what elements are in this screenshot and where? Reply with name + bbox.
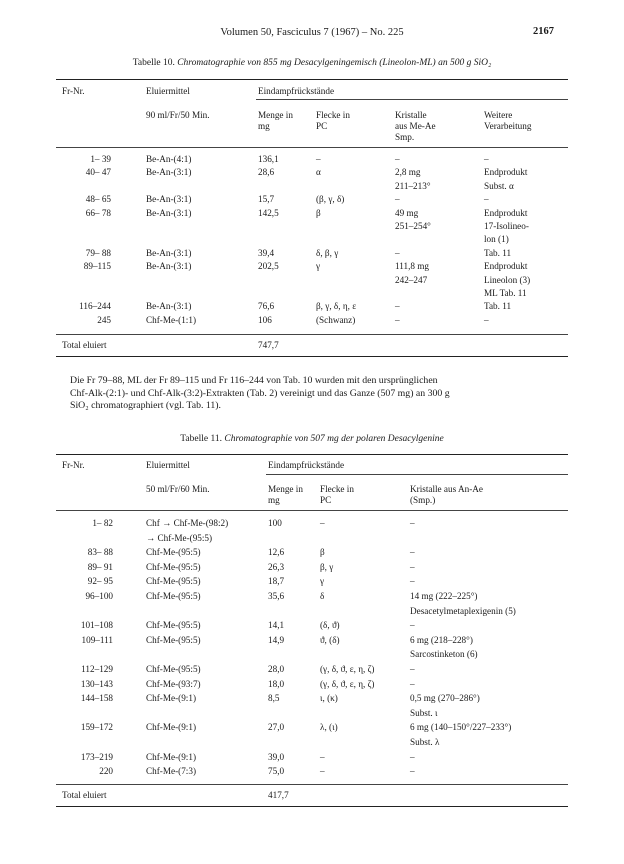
table11-cell-fr: 112–129 xyxy=(81,664,113,674)
table10-cell-weitere: 17-Isolineo- xyxy=(484,221,529,231)
table10-cell-kristalle: – xyxy=(395,247,400,258)
table10-cell-fr: 116–244 xyxy=(79,301,111,312)
table10-cell-fr: 89–115 xyxy=(83,261,111,272)
table11-cell-kristalle: – xyxy=(410,620,415,631)
table11-cell-fr: 130–143 xyxy=(80,678,113,689)
table11-header-kristalle: Kristalle aus An-Ae xyxy=(410,484,483,494)
table10-header-kristalle: Kristalle xyxy=(395,110,427,120)
table10-header-eluent: Eluiermittel xyxy=(146,86,190,96)
body-paragraph-line: Chf-Alk-(2:1)- und Chf-Alk-(3:2)-Extrakten (Tab. 2) vereinigt und das Ganze (507 mg) an 300 g xyxy=(70,387,450,399)
table11-cell-fr: 109–111 xyxy=(81,634,113,645)
table11-cell-fr: 92– 95 xyxy=(87,576,113,587)
table10-cell-weitere: lon (1) xyxy=(484,234,509,245)
table10-header-fr: Fr-Nr. xyxy=(62,86,85,96)
table10-total-rule xyxy=(56,334,568,335)
table11-cell-fr: 1– 82 xyxy=(92,518,113,528)
table10-cell-flecke: (β, γ, δ) xyxy=(316,194,345,205)
table10-cell-weitere: Endprodukt xyxy=(484,261,528,272)
table10-header-kristalle-solvent: aus Me-Ae xyxy=(395,121,436,131)
table11-cell-fr: 83– 88 xyxy=(87,547,113,558)
table10-cell-weitere: Tab. 11 xyxy=(484,247,512,258)
table10-cell-flecke: β, γ, δ, η, ε xyxy=(316,301,357,312)
table10-header-verarbeitung: Verarbeitung xyxy=(484,121,532,131)
table11-cell-menge: 18,0 xyxy=(268,678,285,689)
table10-cell-flecke: β xyxy=(316,207,321,218)
table10-cell-weitere: Subst. α xyxy=(484,180,514,191)
table10-cell-kristalle: 111,8 mg xyxy=(395,261,430,272)
table11-cell-flecke: – xyxy=(320,751,325,762)
table10-cell-kristalle: – xyxy=(395,154,400,164)
table11-cell-fr: 220 xyxy=(99,766,113,777)
table10-cell-kristalle: 49 mg xyxy=(395,207,419,218)
table11-cell-menge: 12,6 xyxy=(268,547,285,558)
table11-cell-fr: 96–100 xyxy=(85,591,113,601)
table10-total-label: Total eluiert xyxy=(62,340,107,350)
table11-cell-menge: 100 xyxy=(268,518,282,528)
table10-cell-fr: 40– 47 xyxy=(85,167,111,178)
table11-cell-kristalle: – xyxy=(410,576,415,587)
table11-total-value: 417,7 xyxy=(268,790,289,800)
table11-cell-kristalle: 14 mg (222–225°) xyxy=(410,591,478,601)
table10-subheader-rule xyxy=(256,99,568,100)
body-paragraph-line: Die Fr 79–88, ML der Fr 89–115 und Fr 116–244 von Tab. 10 wurden mit den ursprünglichen xyxy=(70,375,438,386)
table11-cell-menge: 75,0 xyxy=(268,766,285,777)
table10-cell-kristalle: – xyxy=(395,301,400,312)
body-paragraph-line: SiO₂ chromatographiert (vgl. Tab. 11). xyxy=(70,400,222,411)
table11-cell-menge: 14,1 xyxy=(268,620,285,631)
table11-cell-flecke: β, γ xyxy=(320,561,334,572)
table11-header-menge: Menge in xyxy=(268,484,303,494)
table10-cell-kristalle: 211–213° xyxy=(395,180,431,191)
table10-cell-fr: 1– 39 xyxy=(90,154,111,164)
table10-cell-weitere: Endprodukt xyxy=(484,167,528,178)
table11-cell-eluent: Chf-Me-(95:5) xyxy=(146,664,201,674)
table11-cell-fr: 89– 91 xyxy=(87,561,113,572)
table10-cell-eluent: Be-An-(3:1) xyxy=(146,194,192,205)
table11-cell-flecke: – xyxy=(320,766,325,777)
table11-cell-kristalle: 6 mg (140–150°/227–233°) xyxy=(410,722,512,733)
table11-cell-menge: 39,0 xyxy=(268,751,285,762)
table11-cell-menge: 28,0 xyxy=(268,664,285,674)
table11-cell-kristalle: 0,5 mg (270–286°) xyxy=(410,693,480,704)
table11-header-eluent: Eluiermittel xyxy=(146,460,190,470)
table10-cell-weitere: – xyxy=(484,194,489,205)
table11-cell-menge: 18,7 xyxy=(268,576,285,587)
table11-cell-fr: 144–158 xyxy=(80,693,113,704)
table10-cell-flecke: α xyxy=(316,167,321,178)
table11-cell-eluent: Chf → Chf-Me-(98:2) xyxy=(146,518,229,528)
table11-cell-menge: 27,0 xyxy=(268,722,285,733)
table10-cell-fr: 48– 65 xyxy=(85,194,111,205)
table10-caption xyxy=(60,58,564,68)
table11-cell-fr: 173–219 xyxy=(80,751,113,762)
table10-cell-menge: 142,5 xyxy=(258,207,279,218)
table10-bottom-rule xyxy=(56,356,568,357)
table11-caption xyxy=(60,434,564,444)
table10-cell-weitere: – xyxy=(484,314,489,325)
table10-header-rule xyxy=(56,147,568,148)
table10-cell-menge: 15,7 xyxy=(258,194,275,205)
table11-header-rule xyxy=(56,510,568,511)
table11-cell-kristalle: – xyxy=(410,518,415,528)
table11-cell-fr: 159–172 xyxy=(80,722,113,733)
table11-cell-kristalle: – xyxy=(410,678,415,689)
page-number: 2167 xyxy=(533,26,554,37)
table11-cell-eluent: Chf-Me-(95:5) xyxy=(146,561,201,572)
table11-subheader-rule xyxy=(266,474,568,475)
table10-cell-eluent: Chf-Me-(1:1) xyxy=(146,314,197,325)
table10-cell-eluent: Be-An-(3:1) xyxy=(146,301,192,312)
table10-cell-menge: 76,6 xyxy=(258,301,275,312)
table10-cell-eluent: Be-An-(3:1) xyxy=(146,207,192,218)
table11-cell-kristalle: Sarcostinketon (6) xyxy=(410,649,478,660)
table10-cell-fr: 66– 78 xyxy=(85,207,111,218)
table10-cell-menge: 106 xyxy=(258,314,272,325)
table10-cell-menge: 39,4 xyxy=(258,247,275,258)
table11-cell-eluent: Chf-Me-(9:1) xyxy=(146,722,197,733)
table10-cell-flecke: γ xyxy=(316,261,321,272)
table11-cell-flecke: – xyxy=(320,518,325,528)
table11-cell-flecke: (γ, δ, ϑ, ε, η, ζ) xyxy=(320,678,375,689)
table11-cell-menge: 14,9 xyxy=(268,634,285,645)
table10-caption-prefix: Tabelle 10. xyxy=(132,58,175,68)
table10-cell-kristalle: 251–254° xyxy=(395,221,431,231)
body-paragraph xyxy=(70,375,554,413)
table10-cell-menge: 28,6 xyxy=(258,167,275,178)
table11-cell-flecke: ϑ, (δ) xyxy=(320,634,340,645)
table11-header-flecke: Flecke in xyxy=(320,484,354,494)
table11-cell-kristalle: – xyxy=(410,561,415,572)
table11-cell-flecke: (γ, δ, ϑ, ε, η, ζ) xyxy=(320,664,375,674)
table10-top-rule xyxy=(56,79,568,80)
table10-cell-fr: 79– 88 xyxy=(85,247,111,258)
table10-cell-kristalle: – xyxy=(395,314,400,325)
table11-header-menge-unit: mg xyxy=(268,495,280,505)
table11-cell-eluent: Chf-Me-(95:5) xyxy=(146,576,201,587)
table11-cell-flecke: ι, (κ) xyxy=(320,693,338,704)
table11-cell-fr: 101–108 xyxy=(80,620,113,631)
table10-cell-flecke: (Schwanz) xyxy=(316,314,356,325)
table10-cell-weitere: ML Tab. 11 xyxy=(484,288,527,298)
table10-total-value: 747,7 xyxy=(258,340,279,350)
table11-cell-eluent: Chf-Me-(95:5) xyxy=(146,634,201,645)
table11-cell-flecke: δ xyxy=(320,591,325,601)
table10-cell-eluent: Be-An-(4:1) xyxy=(146,154,192,164)
table11-cell-eluent: → Chf-Me-(95:5) xyxy=(146,532,213,543)
table11-cell-flecke: (δ, ϑ) xyxy=(320,620,340,631)
table10-cell-kristalle: – xyxy=(395,194,400,205)
table11-cell-eluent: Chf-Me-(9:1) xyxy=(146,693,197,704)
table10-cell-eluent: Be-An-(3:1) xyxy=(146,261,192,272)
table10-header-residues: Eindampfrückstände xyxy=(258,86,335,96)
table10-cell-kristalle: 2,8 mg xyxy=(395,167,421,178)
table10-caption-title: Chromatographie von 855 mg Desacylgeningemisch (Lineolon-ML) an 500 g SiO₂ xyxy=(177,58,492,68)
table11-caption-prefix: Tabelle 11. xyxy=(180,434,222,444)
table10-header-menge-unit: mg xyxy=(258,121,270,131)
table10-cell-weitere: Tab. 11 xyxy=(484,301,512,312)
table11-cell-eluent: Chf-Me-(95:5) xyxy=(146,620,201,631)
table10-header-menge: Menge in xyxy=(258,110,293,120)
table11-header-eluent-sub: 50 ml/Fr/60 Min. xyxy=(146,484,210,494)
table11-header-fr: Fr-Nr. xyxy=(62,460,85,470)
table10-header-kristalle-mp: Smp. xyxy=(395,132,415,142)
running-header: Volumen 50, Fasciculus 7 (1967) – No. 225 xyxy=(220,27,404,38)
table11-cell-kristalle: Subst. ι xyxy=(410,707,438,718)
table11-top-rule xyxy=(56,454,568,455)
table10-cell-menge: 202,5 xyxy=(258,261,279,272)
table10-cell-weitere: Lineolon (3) xyxy=(484,274,531,285)
table11-cell-eluent: Chf-Me-(95:5) xyxy=(146,591,201,601)
table11-bottom-rule xyxy=(56,806,568,807)
table11-header-kristalle-mp: (Smp.) xyxy=(410,495,436,505)
table11-cell-kristalle: Desacetylmetaplexigenin (5) xyxy=(410,605,516,616)
table10-cell-eluent: Be-An-(3:1) xyxy=(146,167,192,178)
table10-header-flecke-pc: PC xyxy=(316,121,328,131)
table11-total-rule xyxy=(56,784,568,785)
table11-cell-kristalle: – xyxy=(410,547,415,558)
table10-cell-weitere: – xyxy=(484,154,489,164)
table11-cell-flecke: γ xyxy=(320,576,325,587)
table10-cell-fr: 245 xyxy=(97,314,111,325)
table11-caption-title: Chromatographie von 507 mg der polaren Desacylgenine xyxy=(224,434,444,444)
table11-cell-kristalle: 6 mg (218–228°) xyxy=(410,634,473,645)
table10-cell-flecke: – xyxy=(316,154,321,164)
table11-header-residues: Eindampfrückstände xyxy=(268,460,345,470)
table10-header-flecke: Flecke in xyxy=(316,110,350,120)
table11-cell-kristalle: – xyxy=(410,664,415,674)
table10-cell-flecke: δ, β, γ xyxy=(316,247,339,258)
table11-cell-menge: 35,6 xyxy=(268,591,285,601)
table11-header-flecke-pc: PC xyxy=(320,495,332,505)
table11-total-label: Total eluiert xyxy=(62,790,107,800)
table11-cell-eluent: Chf-Me-(95:5) xyxy=(146,547,201,558)
table11-cell-flecke: λ, (ι) xyxy=(320,722,338,733)
table11-cell-eluent: Chf-Me-(7:3) xyxy=(146,766,197,777)
table11-cell-kristalle: – xyxy=(410,751,415,762)
table10-cell-eluent: Be-An-(3:1) xyxy=(146,247,192,258)
table10-cell-kristalle: 242–247 xyxy=(395,274,428,285)
table11-cell-flecke: β xyxy=(320,547,325,558)
table10-header-eluent-sub: 90 ml/Fr/50 Min. xyxy=(146,110,210,120)
table11-cell-kristalle: – xyxy=(410,766,415,777)
table11-cell-menge: 8,5 xyxy=(268,693,280,704)
table11-cell-kristalle: Subst. λ xyxy=(410,737,440,747)
table11-cell-eluent: Chf-Me-(9:1) xyxy=(146,751,197,762)
table10-cell-weitere: Endprodukt xyxy=(484,207,528,218)
table10-cell-menge: 136,1 xyxy=(258,154,279,164)
table11-cell-eluent: Chf-Me-(93:7) xyxy=(146,678,201,689)
table11-cell-menge: 26,3 xyxy=(268,561,285,572)
table10-header-weitere: Weitere xyxy=(484,110,513,120)
